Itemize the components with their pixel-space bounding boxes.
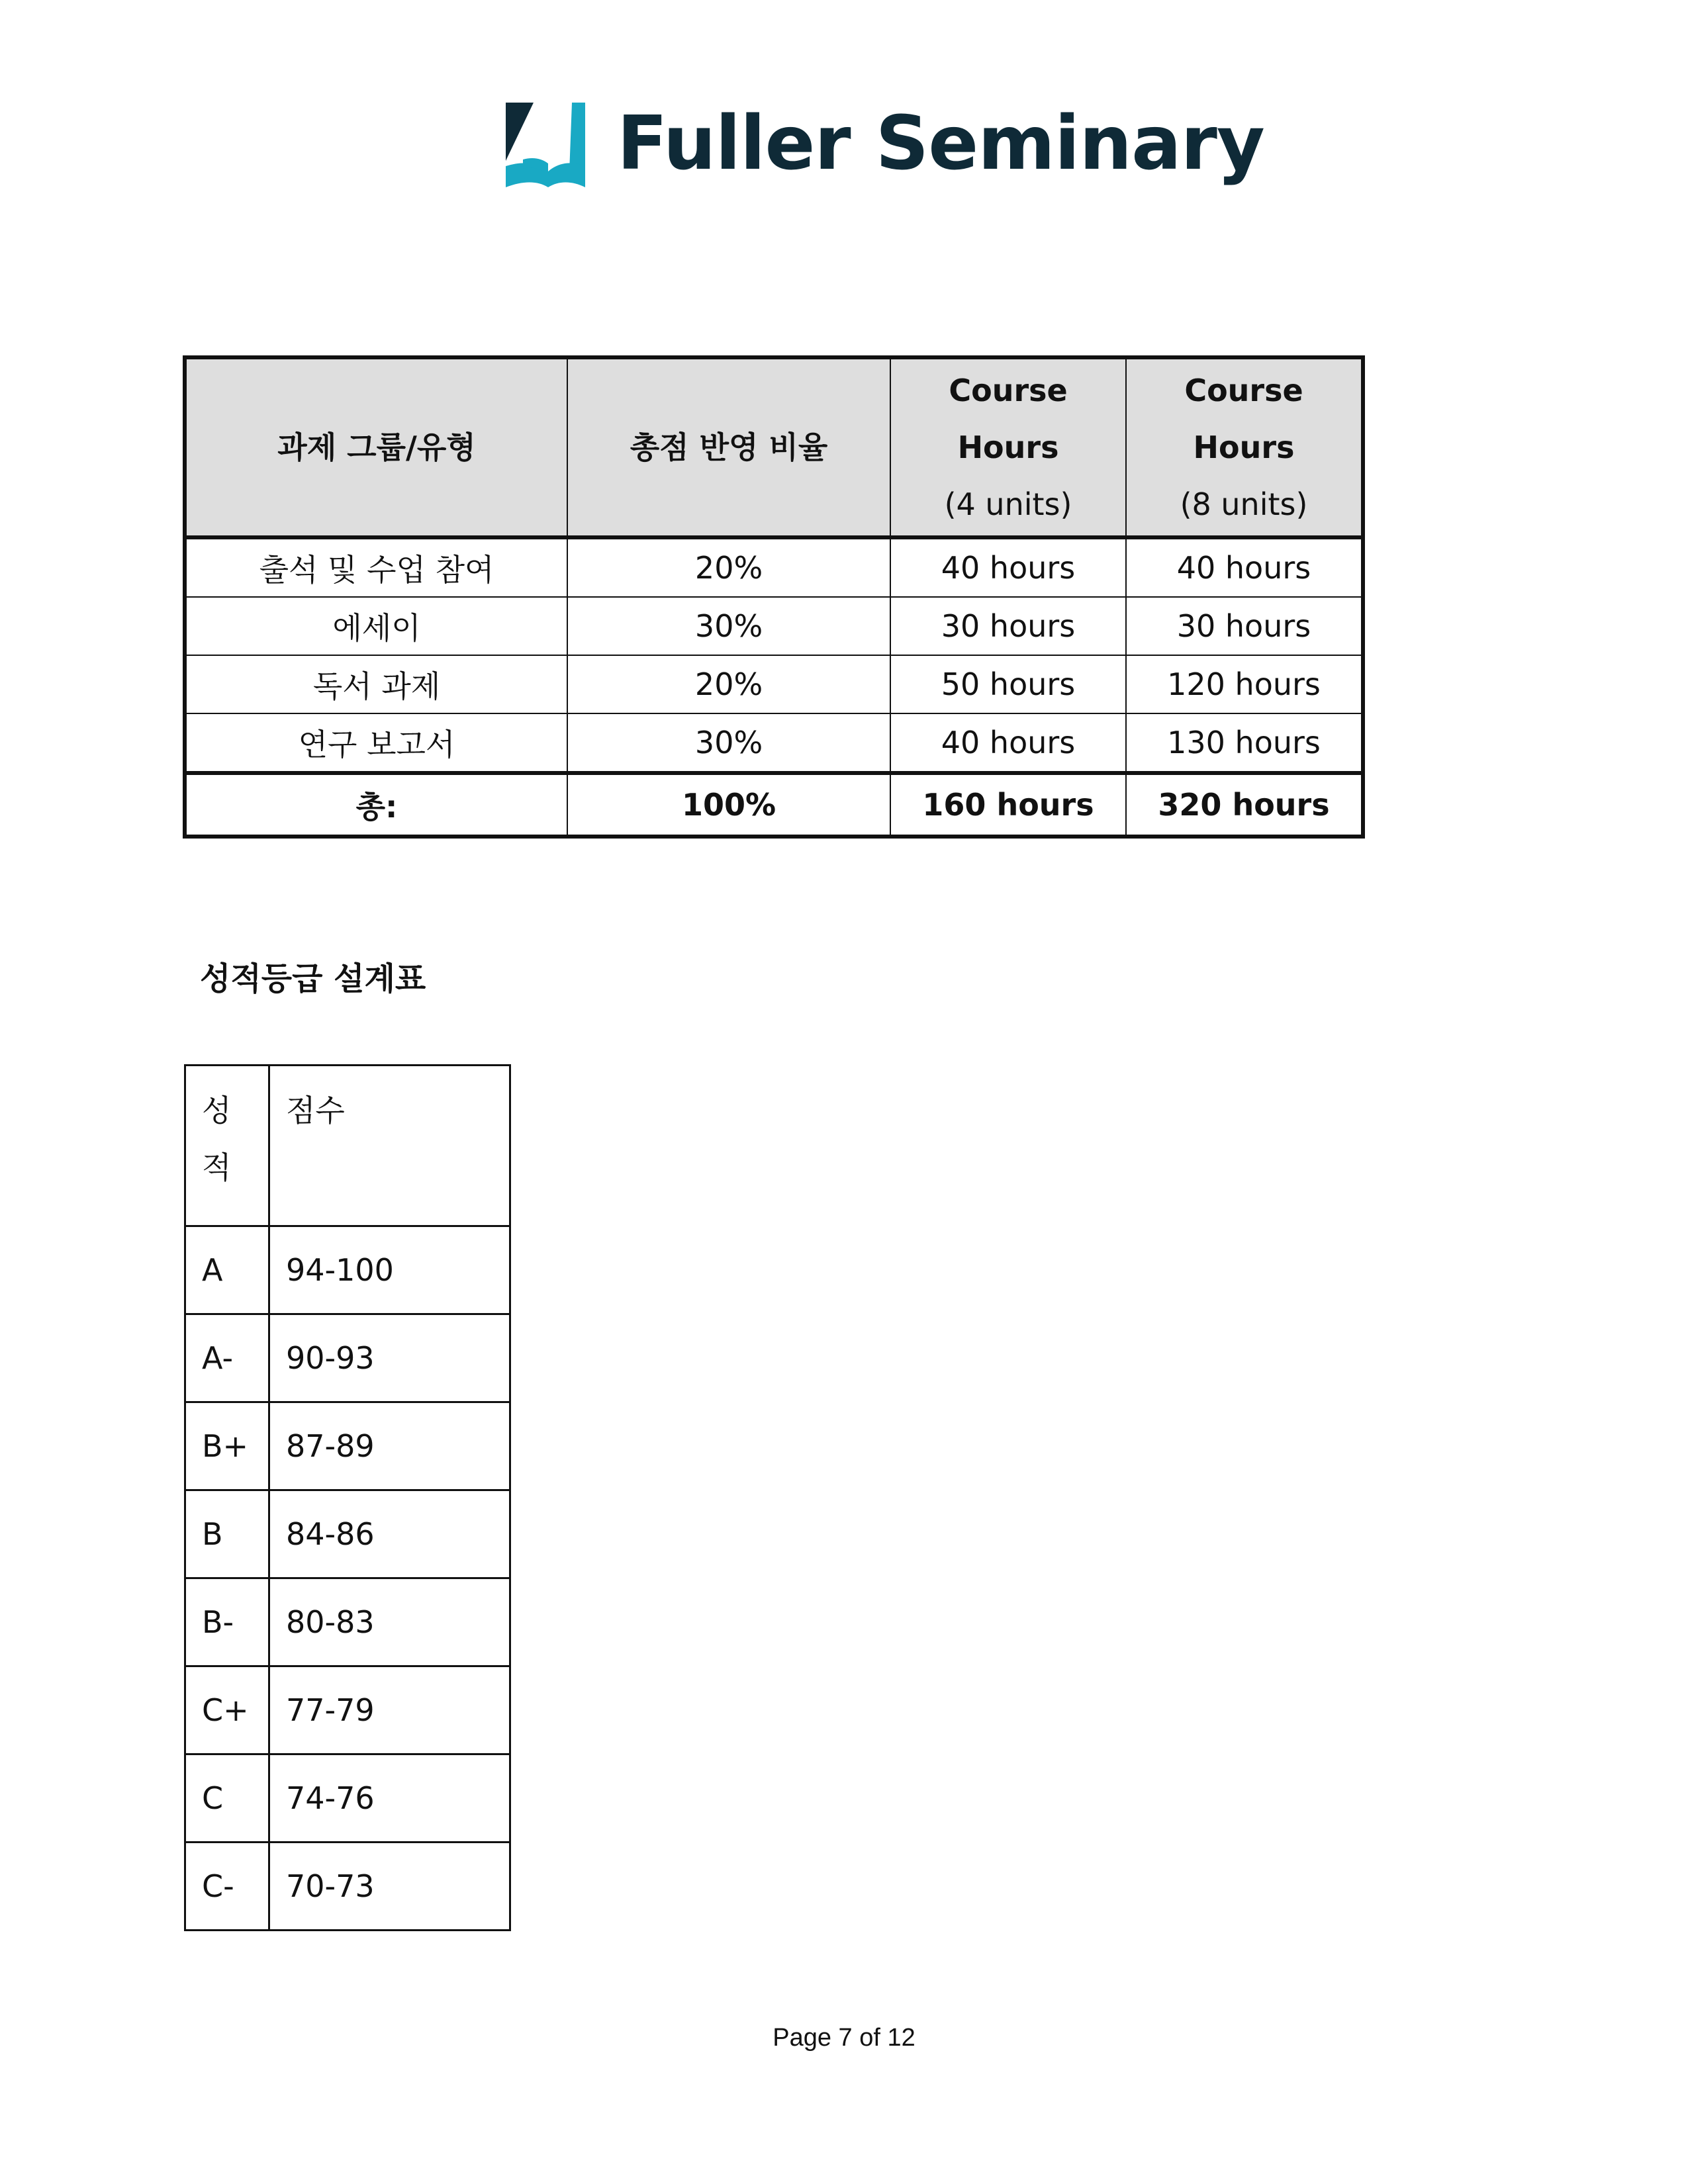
table-row (185, 1754, 510, 1843)
table-row (185, 537, 1363, 597)
total-hours-8: 320 hours (1126, 773, 1363, 837)
assignment-weights-table (183, 355, 1365, 839)
weight-cell: 20% (567, 537, 890, 597)
header-grade: 성적 (185, 1066, 269, 1226)
assignment-type-cell: 출석 및 수업 참여 (185, 537, 567, 597)
total-weight: 100% (567, 773, 890, 837)
weight-cell: 20% (567, 655, 890, 713)
hours-4-cell: 30 hours (890, 597, 1126, 655)
fuller-book-logo-icon (503, 100, 588, 187)
header-score: 점수 (269, 1066, 510, 1226)
brand-name: Fuller Seminary (617, 101, 1264, 187)
brand-logo (503, 94, 1264, 193)
hours-4-cell: 40 hours (890, 537, 1126, 597)
grade-cell: A (185, 1226, 269, 1314)
grade-scale-header-row (185, 1066, 510, 1226)
table-row (185, 1578, 510, 1666)
total-row (185, 773, 1363, 837)
hours-8-cell: 130 hours (1126, 713, 1363, 773)
score-range-cell: 87-89 (269, 1402, 510, 1490)
table-row (185, 1843, 510, 1931)
grade-cell: C- (185, 1843, 269, 1931)
table-row (185, 1402, 510, 1490)
hours-4-cell: 40 hours (890, 713, 1126, 773)
table-row (185, 1226, 510, 1314)
score-range-cell: 90-93 (269, 1314, 510, 1402)
grade-cell: B- (185, 1578, 269, 1666)
table-header-row (185, 357, 1363, 537)
weight-cell: 30% (567, 597, 890, 655)
total-label: 총: (185, 773, 567, 837)
score-range-cell: 70-73 (269, 1843, 510, 1931)
grade-cell: C+ (185, 1666, 269, 1754)
hours-8-cell: 30 hours (1126, 597, 1363, 655)
header-course-hours-4: Course Hours (4 units) (890, 357, 1126, 537)
table-row (185, 597, 1363, 655)
score-range-cell: 74-76 (269, 1754, 510, 1843)
grade-cell: C (185, 1754, 269, 1843)
total-hours-4: 160 hours (890, 773, 1126, 837)
table-row (185, 655, 1363, 713)
weight-cell: 30% (567, 713, 890, 773)
grade-cell: A- (185, 1314, 269, 1402)
hours-8-cell: 40 hours (1126, 537, 1363, 597)
assignment-type-cell: 독서 과제 (185, 655, 567, 713)
hours-4-cell: 50 hours (890, 655, 1126, 713)
table-row (185, 713, 1363, 773)
table-row (185, 1666, 510, 1754)
header-course-hours-8: Course Hours (8 units) (1126, 357, 1363, 537)
grade-cell: B (185, 1490, 269, 1578)
hours-8-cell: 120 hours (1126, 655, 1363, 713)
grade-scale-title: 성적등급 설계표 (200, 960, 426, 997)
score-range-cell: 94-100 (269, 1226, 510, 1314)
header-assignment-type: 과제 그룹/유형 (185, 357, 567, 537)
page-number: Page 7 of 12 (773, 2024, 915, 2052)
assignment-type-cell: 연구 보고서 (185, 713, 567, 773)
table-row (185, 1314, 510, 1402)
score-range-cell: 80-83 (269, 1578, 510, 1666)
table-row (185, 1490, 510, 1578)
score-range-cell: 84-86 (269, 1490, 510, 1578)
assignment-type-cell: 에세이 (185, 597, 567, 655)
score-range-cell: 77-79 (269, 1666, 510, 1754)
grade-scale-table (184, 1064, 511, 1931)
header-grade-weight: 총점 반영 비율 (567, 357, 890, 537)
grade-cell: B+ (185, 1402, 269, 1490)
